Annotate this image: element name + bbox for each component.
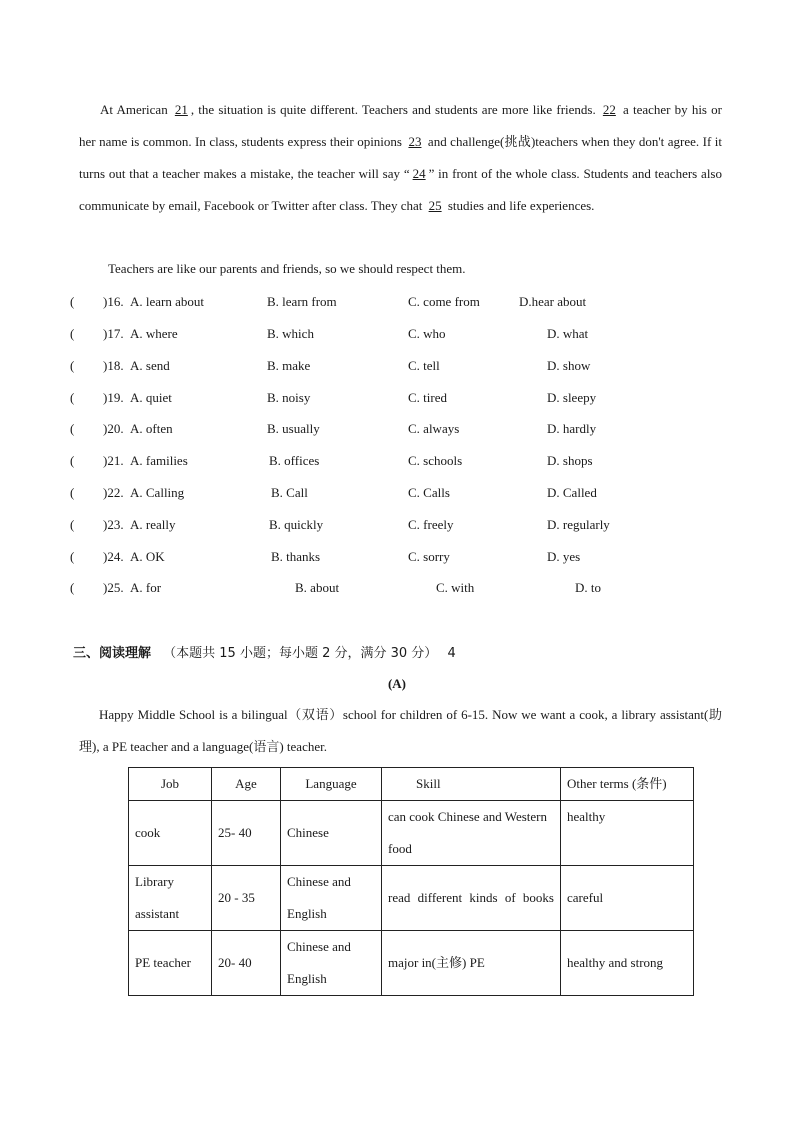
question-number: )22. [103, 485, 124, 500]
option-a: A. learn about [130, 294, 205, 309]
option-c: C. with [436, 580, 475, 595]
section-title [73, 642, 456, 661]
question-number: )25. [103, 580, 124, 595]
answer-blank: 25 [428, 198, 442, 213]
question-number: )23. [103, 517, 124, 532]
option-c: C. come from [408, 294, 480, 309]
table-header-cell: Other terms (条件) [561, 768, 694, 801]
table-header-cell: Language [281, 768, 382, 801]
option-c: C. always [408, 421, 460, 436]
section-extra-number: 4 [447, 646, 456, 661]
option-b: B. offices [269, 453, 320, 468]
answer-bracket: ( [70, 549, 75, 564]
option-c: C. tell [408, 358, 440, 373]
question-row [70, 485, 750, 505]
option-a: A. send [130, 358, 170, 373]
option-b: B. about [295, 580, 340, 595]
job-table [128, 767, 694, 996]
option-b: B. make [267, 358, 311, 373]
passage-text: and challenge(挑战)teachers when they don't agree. If it turns out that a teacher makes a mistake, the teacher will say “ [79, 134, 722, 181]
answer-blank: 24 [412, 166, 426, 181]
answer-blank: 22 [602, 102, 616, 117]
job-cell: PE teacher [129, 931, 212, 996]
answer-bracket: ( [70, 358, 75, 373]
table-header-row [129, 768, 694, 801]
question-row [70, 326, 750, 346]
passage-subtitle: (A) [387, 676, 407, 691]
question-number: )24. [103, 549, 124, 564]
option-a: A. really [130, 517, 176, 532]
question-number: )17. [103, 326, 124, 341]
age-cell: 20- 40 [212, 931, 281, 996]
skill-cell: read different kinds of books [382, 866, 561, 931]
other-terms-cell: careful [561, 866, 694, 931]
table-row [129, 866, 694, 931]
question-number: )19. [103, 390, 124, 405]
reading-intro-text: Happy Middle School is a bilingual（双语）school for children of 6-15. Now we want a cook, a library assistant(助理), a PE teacher and a language(语言) teacher. [79, 707, 722, 754]
age-cell: 25- 40 [212, 801, 281, 866]
passage-text: a teacher by his or her name is common. In class, students express their opinions [79, 102, 722, 149]
table-row [129, 801, 694, 866]
answer-bracket: ( [70, 326, 75, 341]
question-row [70, 390, 750, 410]
answer-blank: 21 [174, 102, 188, 117]
passage-paragraph-1 [79, 94, 722, 222]
table-header-cell: Job [129, 768, 212, 801]
option-d: D. to [575, 580, 601, 595]
option-c: C. who [408, 326, 446, 341]
option-c: C. Calls [408, 485, 450, 500]
option-c: C. sorry [408, 549, 450, 564]
answer-bracket: ( [70, 453, 75, 468]
option-b: B. usually [267, 421, 320, 436]
option-d: D. shops [547, 453, 593, 468]
option-d: D. what [547, 326, 589, 341]
passage-text: , the situation is quite different. Teachers and students are more like friends. [190, 102, 600, 117]
option-a: A. quiet [130, 390, 172, 405]
option-b: B. Call [271, 485, 308, 500]
passage-text: At American [100, 102, 172, 117]
reading-intro [79, 699, 722, 763]
answer-bracket: ( [70, 485, 75, 500]
age-cell: 20 - 35 [212, 866, 281, 931]
question-row [70, 580, 750, 600]
question-row [70, 358, 750, 378]
answer-blank: 23 [408, 134, 422, 149]
question-number: )21. [103, 453, 124, 468]
option-b: B. learn from [267, 294, 337, 309]
passage-text: ” in front of the whole class. Students and teachers also communicate by email, Facebook or Twitter after class. They chat [79, 166, 722, 213]
skill-cell: major in(主修) PE [382, 931, 561, 996]
option-c: C. schools [408, 453, 463, 468]
option-a: A. families [130, 453, 188, 468]
passage-text: studies and life experiences. [444, 198, 595, 213]
job-cell: Library assistant [129, 866, 212, 931]
question-number: )20. [103, 421, 124, 436]
option-a: A. Calling [130, 485, 185, 500]
other-terms-cell: healthy and strong [561, 931, 694, 996]
answer-bracket: ( [70, 390, 75, 405]
option-d: D. regularly [547, 517, 610, 532]
table-header-cell: Skill [382, 768, 561, 801]
option-d: D. hardly [547, 421, 597, 436]
skill-cell: can cook Chinese and Western food [382, 801, 561, 866]
answer-bracket: ( [70, 421, 75, 436]
language-cell: Chinese and English [281, 931, 382, 996]
answer-bracket: ( [70, 580, 75, 595]
question-row [70, 517, 750, 537]
option-d: D. show [547, 358, 591, 373]
option-d: D. Called [547, 485, 597, 500]
option-d: D. sleepy [547, 390, 597, 405]
option-c: C. freely [408, 517, 454, 532]
section-heading: 三、阅读理解 [73, 646, 152, 661]
option-c: C. tired [408, 390, 447, 405]
option-b: B. which [267, 326, 314, 341]
question-row [70, 294, 750, 314]
option-d: D.hear about [519, 294, 587, 309]
question-row [70, 549, 750, 569]
answer-bracket: ( [70, 294, 75, 309]
question-row [70, 453, 750, 473]
language-cell: Chinese and English [281, 866, 382, 931]
option-a: A. for [130, 580, 162, 595]
question-number: )18. [103, 358, 124, 373]
passage-closing-sentence: Teachers are like our parents and friends, so we should respect them. [108, 261, 466, 276]
option-b: B. noisy [267, 390, 311, 405]
answer-bracket: ( [70, 517, 75, 532]
table-row [129, 931, 694, 996]
option-b: B. quickly [269, 517, 324, 532]
option-b: B. thanks [271, 549, 321, 564]
option-a: A. often [130, 421, 173, 436]
question-row [70, 421, 750, 441]
option-a: A. OK [130, 549, 165, 564]
option-d: D. yes [547, 549, 581, 564]
passage-paragraph-2 [79, 253, 722, 285]
table-header-cell: Age [212, 768, 281, 801]
other-terms-cell: healthy [561, 801, 694, 866]
language-cell: Chinese [281, 801, 382, 866]
job-cell: cook [129, 801, 212, 866]
option-a: A. where [130, 326, 178, 341]
question-number: )16. [103, 294, 124, 309]
section-description: （本题共 15 小题；每小题 2 分，满分 30 分） [163, 646, 438, 661]
